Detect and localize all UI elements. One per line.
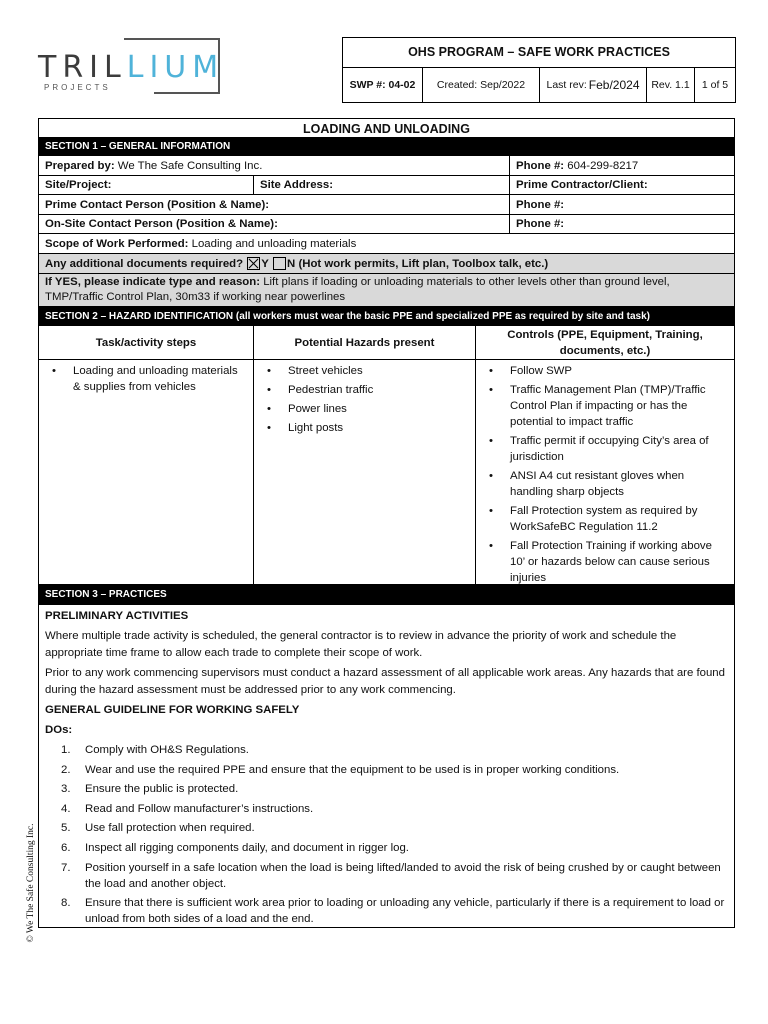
list-item: • Traffic permit if occupying City’s area of jurisdiction (489, 433, 728, 465)
list-item: • Fall Protection system as required by WorkSafeBC Regulation 11.2 (489, 503, 728, 535)
list-item: • Pedestrian traffic (267, 382, 373, 398)
list-text: Ensure the public is protected. (85, 783, 239, 796)
onsite-phone-label: Phone #: (516, 218, 565, 230)
list-number: 1. (61, 744, 71, 756)
list-number: 4. (61, 802, 71, 815)
onsite-phone-field (510, 215, 734, 233)
onsite-contact-field (39, 215, 510, 233)
list-item: • ANSI A4 cut resistant gloves when handling sharp objects (489, 468, 728, 500)
no-checkbox[interactable] (273, 257, 286, 270)
list-item: • Street vehicles (267, 363, 373, 379)
phone-label: Phone #: (516, 159, 565, 172)
form-title-row (39, 119, 734, 138)
prepared-by-field (39, 156, 510, 175)
list-item: • Loading and unloading materials & supplies from vehicles (52, 363, 247, 395)
preliminary-paragraph-1: Where multiple trade activity is scheduled, the general contractor is to review in advance the priority of work and schedule the appropriate time frame to allow each trade to complete their scope of work. (45, 630, 677, 659)
program-title: OHS PROGRAM – SAFE WORK PRACTICES (343, 38, 735, 68)
revision-number: Rev. 1.1 (647, 67, 695, 102)
created-date: Created: Sep/2022 (423, 67, 540, 102)
scope-field (39, 234, 734, 253)
if-yes-field (39, 274, 734, 306)
practices-body (39, 605, 734, 927)
controls-cell (476, 360, 734, 584)
list-item: • Power lines (267, 401, 373, 417)
scope-value: Loading and unloading materials (188, 237, 357, 250)
section-1-title: SECTION 1 – GENERAL INFORMATION (39, 138, 734, 155)
scope-row (39, 234, 734, 254)
list-text: Position yourself in a safe location when the load is being lifted/landed to avoid the risk of being crushed by or caught between the load and another object. (85, 861, 721, 890)
col-task-header: Task/activity steps (39, 326, 254, 359)
prepared-by-label: Prepared by: (45, 159, 115, 172)
tasks-list (52, 363, 247, 398)
scope-label: Scope of Work Performed: (45, 237, 189, 250)
last-rev-label: Last rev: (546, 78, 587, 91)
site-address-label: Site Address: (260, 179, 334, 191)
list-item: • Traffic Management Plan (TMP)/Traffic Control Plan if impacting or has the potential to impact traffic (489, 382, 728, 430)
yes-label: Y (261, 257, 269, 270)
list-text: Inspect all rigging components daily, and document in rigger log. (85, 841, 409, 854)
phone-field (510, 156, 734, 175)
onsite-contact-label: On-Site Contact Person (Position & Name): (45, 218, 278, 230)
prime-contractor-field (510, 176, 734, 194)
prime-phone-label: Phone #: (516, 198, 565, 211)
list-text: Ensure that there is sufficient work area prior to loading or unloading any vehicle, particularly if there is a requirement to load or unload from both sides of a load and the end. (85, 897, 725, 926)
section-3-header (39, 585, 734, 605)
list-number: 2. (61, 763, 71, 776)
section-3-title: SECTION 3 – PRACTICES (39, 585, 734, 604)
guideline-heading: GENERAL GUIDELINE FOR WORKING SAFELY (45, 704, 300, 716)
document-meta-row (343, 67, 735, 102)
phone-value: 604-299-8217 (564, 159, 639, 172)
list-item (45, 762, 728, 778)
logo-subtitle: PROJECTS (44, 83, 111, 92)
preliminary-heading: PRELIMINARY ACTIVITIES (45, 610, 189, 622)
section-2-header (39, 307, 734, 326)
copyright-text: © We The Safe Consulting Inc. (26, 823, 36, 943)
additional-docs-field (39, 254, 734, 273)
list-text: Comply with OH&S Regulations. (85, 744, 249, 756)
last-rev-value: Feb/2024 (588, 77, 640, 92)
list-text: Use fall protection when required. (85, 822, 255, 835)
practices-cell (39, 605, 734, 927)
prepared-by-value: We The Safe Consulting Inc. (114, 159, 263, 172)
preliminary-paragraph-2: Prior to any work commencing supervisors must conduct a hazard assessment of all applicable work areas. Any hazards that are found during the hazard assessment must be addressed prior to any work commencing. (45, 667, 725, 696)
list-number: 8. (61, 897, 71, 910)
tasks-cell (39, 360, 254, 584)
swp-number: SWP #: 04-02 (343, 67, 423, 102)
additional-docs-question: Any additional documents required? (45, 257, 244, 270)
if-yes-row (39, 274, 734, 307)
site-address-field (254, 176, 510, 194)
dos-heading: DOs: (45, 724, 73, 736)
document-header-box (342, 37, 736, 103)
section-1-header (39, 138, 734, 156)
swp-form (38, 118, 735, 928)
logo-word-part-b: LIUM (126, 50, 225, 85)
prime-contact-label: Prime Contact Person (Position & Name): (45, 198, 270, 211)
prime-contact-field (39, 195, 510, 214)
list-number: 3. (61, 783, 71, 796)
copyright-notice (22, 820, 36, 950)
company-logo (38, 38, 223, 96)
prime-contact-row (39, 195, 734, 215)
list-item (45, 895, 728, 927)
if-yes-label: If YES, please indicate type and reason: (45, 276, 261, 288)
list-number: 7. (61, 861, 71, 874)
list-item (45, 801, 728, 817)
col-controls-header: Controls (PPE, Equipment, Training, documents, etc.) (507, 328, 703, 357)
list-item: • Follow SWP (489, 363, 728, 379)
col-hazards-header: Potential Hazards present (254, 326, 476, 359)
list-item (45, 820, 728, 836)
hazards-list (267, 363, 373, 439)
logo-word-part-a: TRIL (38, 50, 127, 85)
prime-contractor-label: Prime Contractor/Client: (516, 179, 648, 191)
onsite-contact-row (39, 215, 734, 234)
list-item (45, 742, 728, 758)
if-yes-value: Lift plans if loading or unloading materials to other levels other than ground level, TMP/Traffic Control Plan, 30m33 if working near powerlines (45, 276, 673, 303)
yes-checkbox-checked[interactable] (247, 257, 260, 270)
site-project-label: Site/Project: (45, 179, 112, 191)
list-number: 5. (61, 822, 71, 835)
list-item (45, 840, 728, 856)
controls-list (489, 363, 728, 589)
list-item: • Fall Protection Training if working above 10’ or hazards below can cause serious injuries (489, 538, 728, 586)
list-text: Wear and use the required PPE and ensure that the equipment to be used is in proper working conditions. (85, 763, 620, 776)
hazard-table-body (39, 360, 734, 585)
list-number: 6. (61, 841, 71, 854)
logo-wordmark (38, 50, 224, 85)
page-number: 1 of 5 (701, 78, 729, 91)
site-row (39, 176, 734, 195)
additional-docs-row (39, 254, 734, 274)
site-project-field (39, 176, 254, 194)
prepared-by-row (39, 156, 734, 176)
list-item: • Light posts (267, 420, 373, 436)
last-revision (540, 67, 647, 102)
prime-phone-field (510, 195, 734, 214)
hazards-cell (254, 360, 476, 584)
form-title: LOADING AND UNLOADING (303, 121, 470, 136)
no-label: N (Hot work permits, Lift plan, Toolbox talk, etc.) (287, 257, 549, 270)
hazard-table-header (39, 326, 734, 360)
list-text: Read and Follow manufacturer’s instructions. (85, 802, 314, 815)
dos-list (45, 742, 728, 927)
section-2-title: SECTION 2 – HAZARD IDENTIFICATION (all workers must wear the basic PPE and specialized PPE as required by site and task) (39, 307, 734, 325)
list-item (45, 781, 728, 797)
list-item (45, 860, 728, 892)
